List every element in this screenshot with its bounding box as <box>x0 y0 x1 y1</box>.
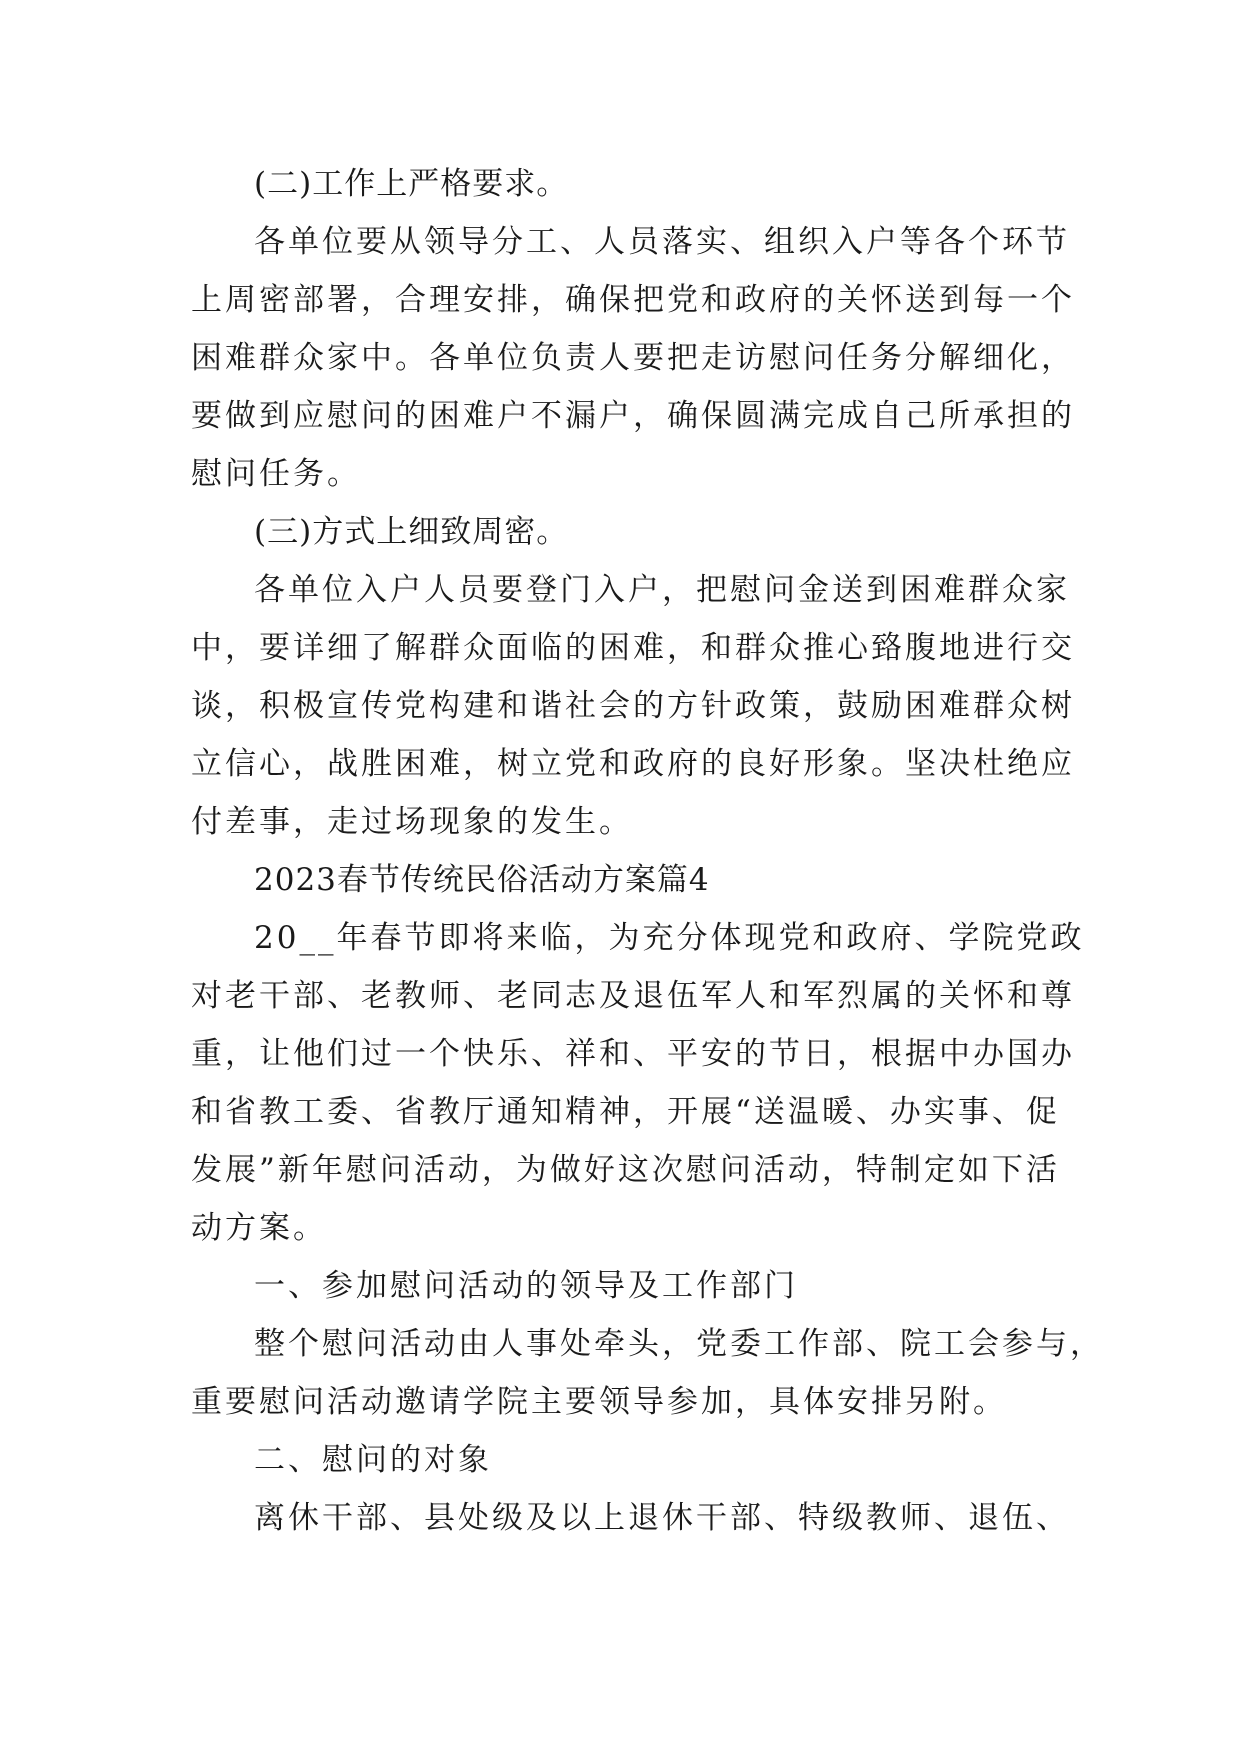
article-title: 2023春节传统民俗活动方案篇4 <box>254 862 710 898</box>
document-body <box>191 155 1104 1547</box>
paragraph-line: 重，让他们过一个快乐、祥和、平安的节日，根据中办国办 <box>191 1036 1075 1072</box>
paragraph-line: 立信心，战胜困难，树立党和政府的良好形象。坚决杜绝应 <box>191 746 1075 782</box>
section-heading-3: (三)方式上细致周密。 <box>254 514 569 550</box>
paragraph-line: 各单位要从领导分工、人员落实、组织入户等各个环节 <box>254 224 1070 260</box>
paragraph-line: 和省教工委、省教厅通知精神，开展“送温暖、办实事、促 <box>191 1094 1060 1130</box>
paragraph-line: 动方案。 <box>191 1210 327 1246</box>
paragraph-line: 付差事，走过场现象的发生。 <box>191 804 633 840</box>
section-heading-two: 二、慰问的对象 <box>254 1442 492 1478</box>
section-heading-one: 一、参加慰问活动的领导及工作部门 <box>254 1268 798 1304</box>
paragraph-line: 中，要详细了解群众面临的困难，和群众推心臵腹地进行交 <box>191 630 1075 666</box>
paragraph-line: 发展”新年慰问活动，为做好这次慰问活动，特制定如下活 <box>191 1152 1060 1188</box>
paragraph-line: 困难群众家中。各单位负责人要把走访慰问任务分解细化， <box>191 340 1075 376</box>
paragraph-line: 整个慰问活动由人事处牵头，党委工作部、院工会参与， <box>254 1326 1104 1362</box>
section-heading-2: (二)工作上严格要求。 <box>254 166 569 202</box>
paragraph-line: 对老干部、老教师、老同志及退伍军人和军烈属的关怀和尊 <box>191 978 1075 1014</box>
paragraph-line: 离休干部、县处级及以上退休干部、特级教师、退伍、 <box>254 1500 1070 1536</box>
paragraph-line: 谈，积极宣传党构建和谐社会的方针政策，鼓励困难群众树 <box>191 688 1075 724</box>
paragraph-line: 要做到应慰问的困难户不漏户，确保圆满完成自己所承担的 <box>191 398 1075 434</box>
paragraph-line: 上周密部署，合理安排，确保把党和政府的关怀送到每一个 <box>191 282 1075 318</box>
paragraph-line: 20__年春节即将来临，为充分体现党和政府、学院党政 <box>254 920 1085 956</box>
paragraph-line: 重要慰问活动邀请学院主要领导参加，具体安排另附。 <box>191 1384 1007 1420</box>
paragraph-line: 各单位入户人员要登门入户，把慰问金送到困难群众家 <box>254 572 1070 608</box>
paragraph-line: 慰问任务。 <box>191 456 361 492</box>
